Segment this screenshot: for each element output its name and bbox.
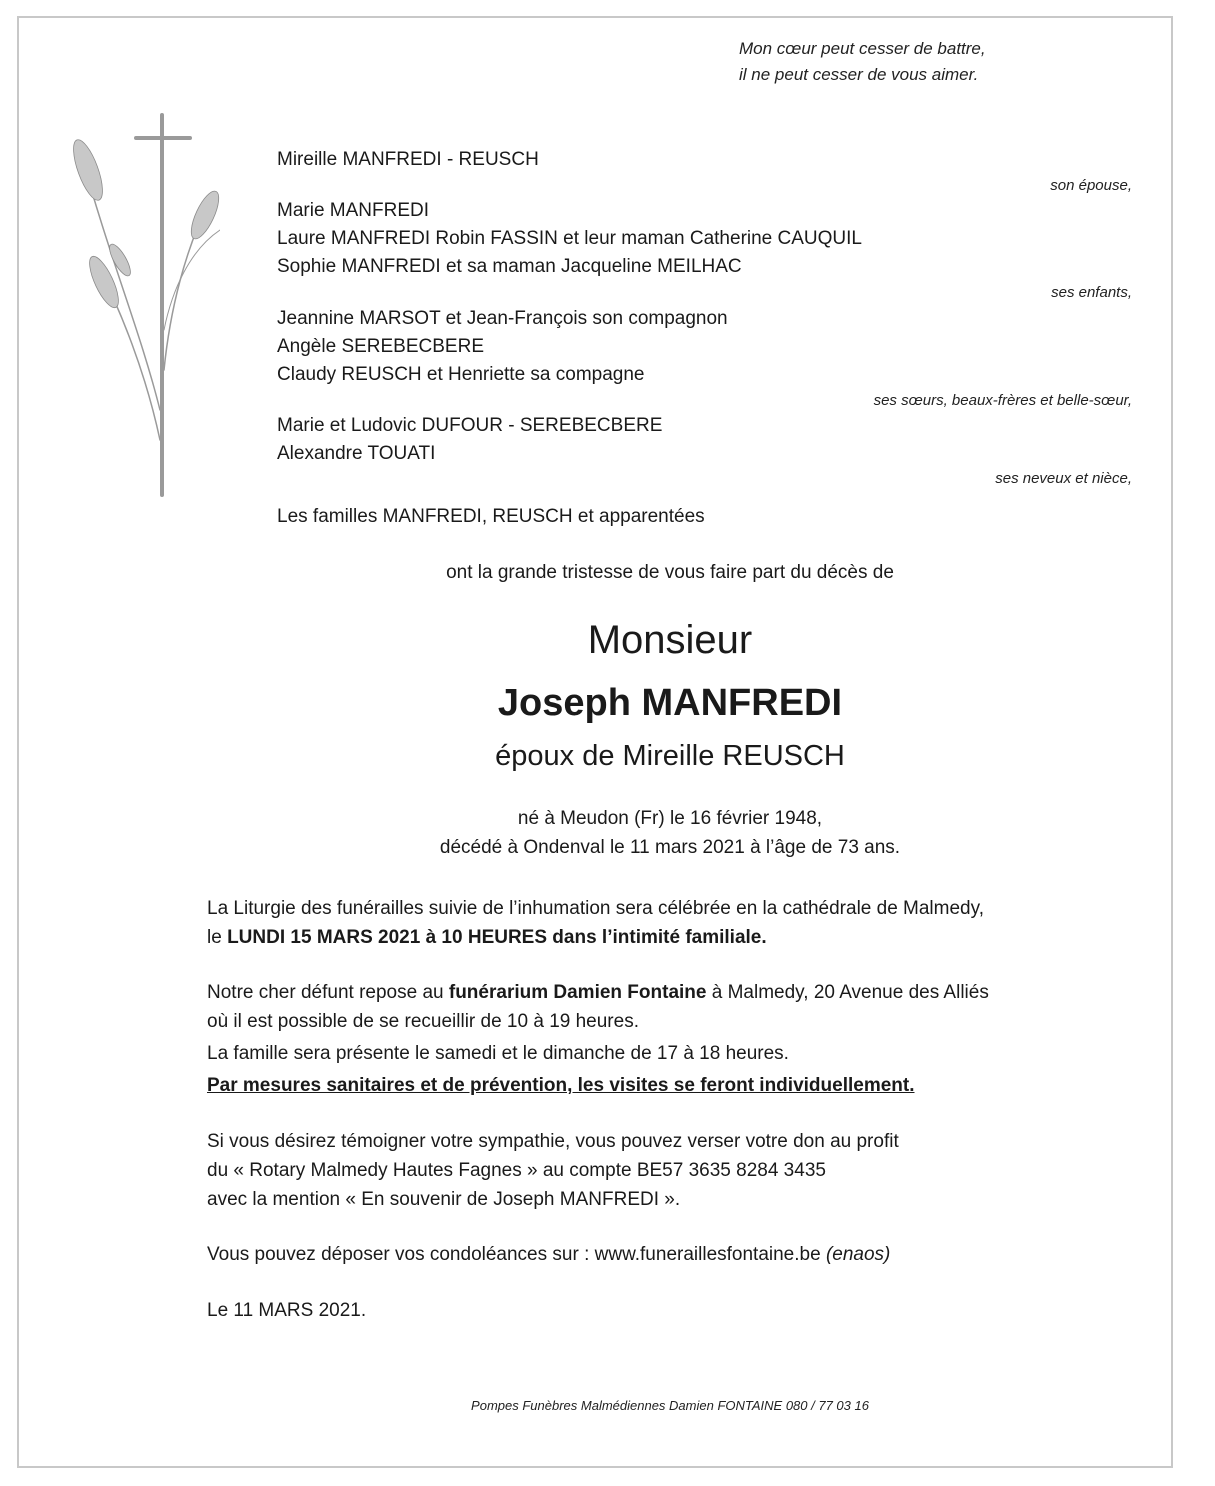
deceased-title: Monsieur (587, 618, 753, 662)
siblings-list (277, 305, 728, 389)
spouse-relation: son épouse, (1050, 177, 1132, 194)
spouse-name: Mireille MANFREDI - REUSCH (277, 149, 539, 170)
funeral-prefix: le (207, 927, 228, 948)
condolences-text: Vous pouvez déposer vos condoléances sur : www.funeraillesfontaine.be (207, 1244, 826, 1265)
donation-line: avec la mention « En souvenir de Joseph MANFREDI ». (207, 1189, 681, 1210)
list-item: Claudy REUSCH et Henriette sa compagne (277, 364, 645, 385)
funeral-date: LUNDI 15 MARS 2021 à 10 HEURES dans l’intimité familiale. (227, 927, 767, 948)
announcement: ont la grande tristesse de vous faire part du décès de (446, 562, 894, 583)
sanitary-notice: Par mesures sanitaires et de prévention, les visites se feront individuellement. (207, 1075, 915, 1096)
family-presence: La famille sera présente le samedi et le dimanche de 17 à 18 heures. (207, 1043, 789, 1064)
donation-line: Si vous désirez témoigner votre sympathie, vous pouvez verser votre don au profit (207, 1131, 899, 1152)
funeral-info (207, 894, 984, 952)
list-item: Marie MANFREDI (277, 200, 430, 221)
funerarium-name: funérarium Damien Fontaine (448, 982, 707, 1003)
list-item: Marie et Ludovic DUFOUR - SEREBECBERE (277, 415, 663, 436)
deceased-spouse: époux de Mireille REUSCH (495, 740, 845, 772)
epigraph (739, 36, 986, 88)
children-list (277, 197, 862, 281)
children-relation: ses enfants, (1051, 284, 1132, 301)
donation-info (207, 1127, 899, 1214)
epigraph-line: il ne peut cesser de vous aimer. (739, 65, 979, 84)
list-item: Laure MANFREDI Robin FASSIN et leur maman Catherine CAUQUIL (277, 228, 862, 249)
list-item: Angèle SEREBECBERE (277, 336, 484, 357)
cross-with-wheat-icon (60, 110, 220, 500)
list-item: Alexandre TOUATI (277, 443, 436, 464)
list-item: Sophie MANFREDI et sa maman Jacqueline MEILHAC (277, 256, 742, 277)
funeral-line (207, 923, 984, 952)
epigraph-line: Mon cœur peut cesser de battre, (739, 39, 986, 58)
condolences (207, 1240, 890, 1269)
condolences-note: (enaos) (825, 1244, 891, 1265)
funeral-line: La Liturgie des funérailles suivie de l’inhumation sera célébrée en la cathédrale de Malmedy, (207, 898, 984, 919)
document-date: Le 11 MARS 2021. (207, 1300, 367, 1321)
visitation-info (207, 978, 989, 1036)
nephews-list (277, 412, 662, 468)
death-line: décédé à Ondenval le 11 mars 2021 à l’âge de 73 ans. (439, 837, 901, 858)
visitation-prefix: Notre cher défunt repose au (207, 982, 449, 1003)
siblings-relation: ses sœurs, beaux-frères et belle-sœur, (873, 392, 1132, 409)
deceased-name: Joseph MANFREDI (497, 682, 843, 724)
footer-undertaker: Pompes Funèbres Malmédiennes Damien FONTAINE 080 / 77 03 16 (471, 1398, 869, 1413)
life-dates (0, 804, 1215, 862)
donation-line: du « Rotary Malmedy Hautes Fagnes » au compte BE57 3635 8284 3435 (207, 1160, 826, 1181)
visitation-address: à Malmedy, 20 Avenue des Alliés (706, 982, 989, 1003)
birth-line: né à Meudon (Fr) le 16 février 1948, (517, 808, 823, 829)
visitation-line (207, 978, 989, 1007)
visitation-line: où il est possible de se recueillir de 10 à 19 heures. (207, 1011, 639, 1032)
families-line: Les familles MANFREDI, REUSCH et apparentées (277, 506, 705, 527)
nephews-relation: ses neveux et nièce, (995, 470, 1132, 487)
list-item: Jeannine MARSOT et Jean-François son compagnon (277, 308, 728, 329)
